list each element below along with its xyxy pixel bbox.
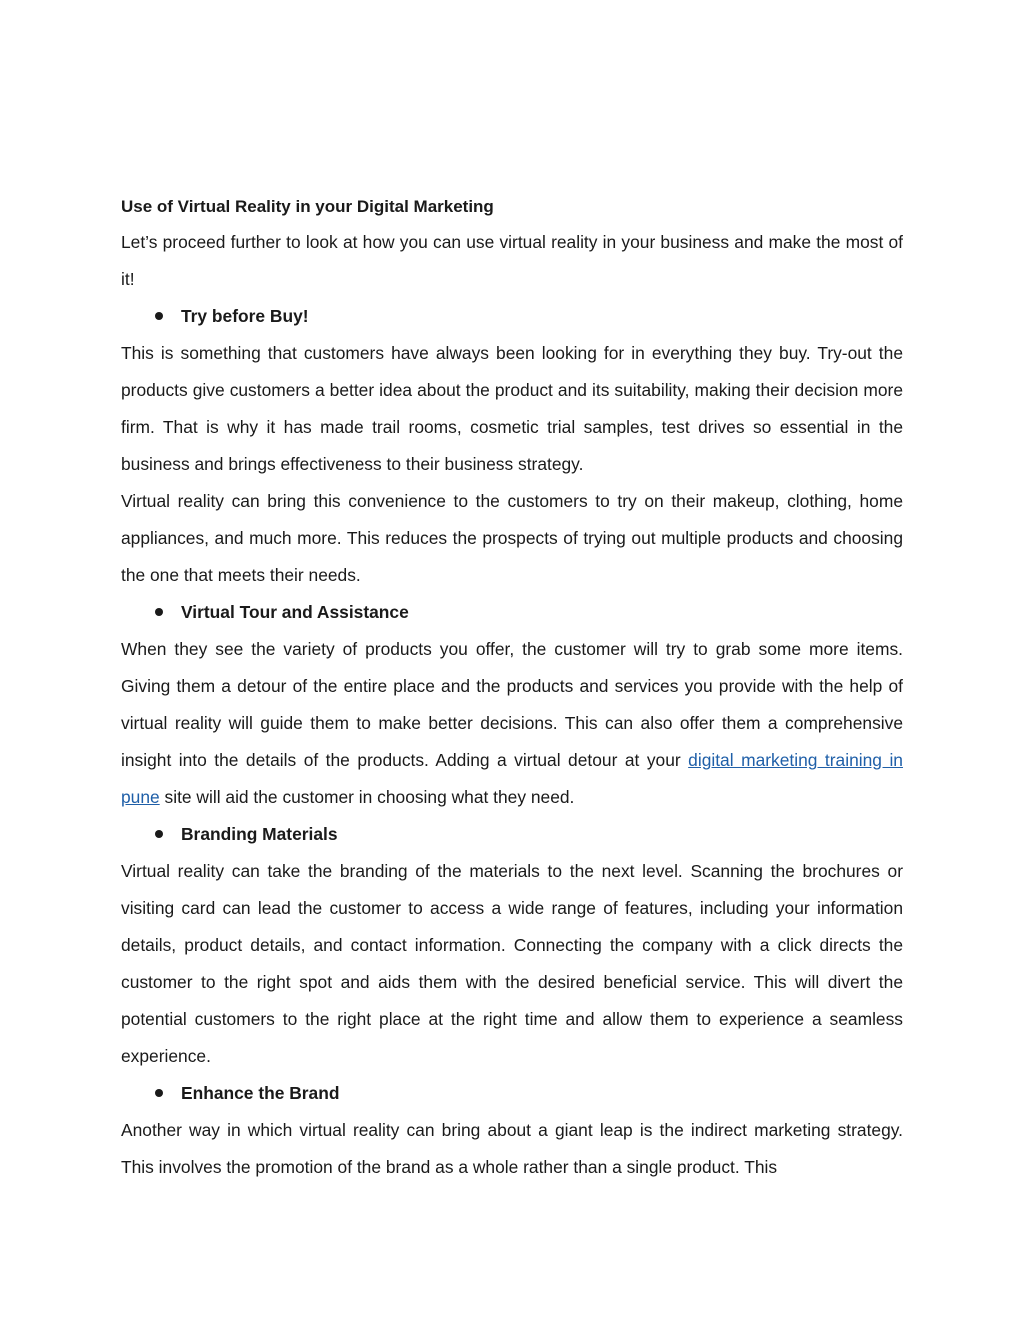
document-page [121, 190, 903, 1186]
virtual-tour-text-before-link: When they see the variety of products you offer, the customer will try to grab some more items. Giving them a detour of the entire place and the products and services you provide with the help of virtual reality will guide them to make better decisions. This can also offer them a comprehensive insight into the details of the products. Adding a virtual detour at your [121, 639, 903, 770]
try-before-buy-paragraph-1: This is something that customers have always been looking for in everything they buy. Try-out the products give customers a better idea about the product and its suitability, making their decision more firm. That is why it has made trail rooms, cosmetic trial samples, test drives so essential in the business and brings effectiveness to their business strategy. [121, 343, 903, 474]
section-heading-virtual-tour [121, 594, 903, 631]
virtual-tour-text-after-link: site will aid the customer in choosing what they need. [159, 787, 575, 807]
bullet-icon [155, 312, 163, 320]
section-heading-label: Branding Materials [181, 824, 338, 844]
digital-marketing-training-link[interactable]: digital marketing training in pune [121, 750, 903, 807]
try-before-buy-paragraph-2: Virtual reality can bring this convenience to the customers to try on their makeup, clothing, home appliances, and much more. This reduces the prospects of trying out multiple products and choosing the one that meets their needs. [121, 491, 903, 585]
bullet-icon [155, 1089, 163, 1097]
bullet-icon [155, 830, 163, 838]
section-heading-try-before-buy [121, 298, 903, 335]
section-heading-enhance-the-brand [121, 1075, 903, 1112]
section-heading-label: Virtual Tour and Assistance [181, 602, 409, 622]
intro-paragraph: Let’s proceed further to look at how you can use virtual reality in your business and make the most of it! [121, 232, 903, 289]
enhance-the-brand-paragraph: Another way in which virtual reality can bring about a giant leap is the indirect marketing strategy. This involves the promotion of the brand as a whole rather than a single product. This [121, 1120, 903, 1177]
document-title: Use of Virtual Reality in your Digital Marketing [121, 197, 494, 216]
section-heading-label: Enhance the Brand [181, 1083, 340, 1103]
branding-materials-paragraph: Virtual reality can take the branding of the materials to the next level. Scanning the brochures or visiting card can lead the customer to access a wide range of features, including your information details, product details, and contact information. Connecting the company with a click directs the customer to the right spot and aids them with the desired beneficial service. This will divert the potential customers to the right place at the right time and allow them to experience a seamless experience. [121, 861, 903, 1066]
virtual-tour-paragraph [121, 631, 903, 816]
section-heading-label: Try before Buy! [181, 306, 309, 326]
bullet-icon [155, 608, 163, 616]
section-heading-branding-materials [121, 816, 903, 853]
